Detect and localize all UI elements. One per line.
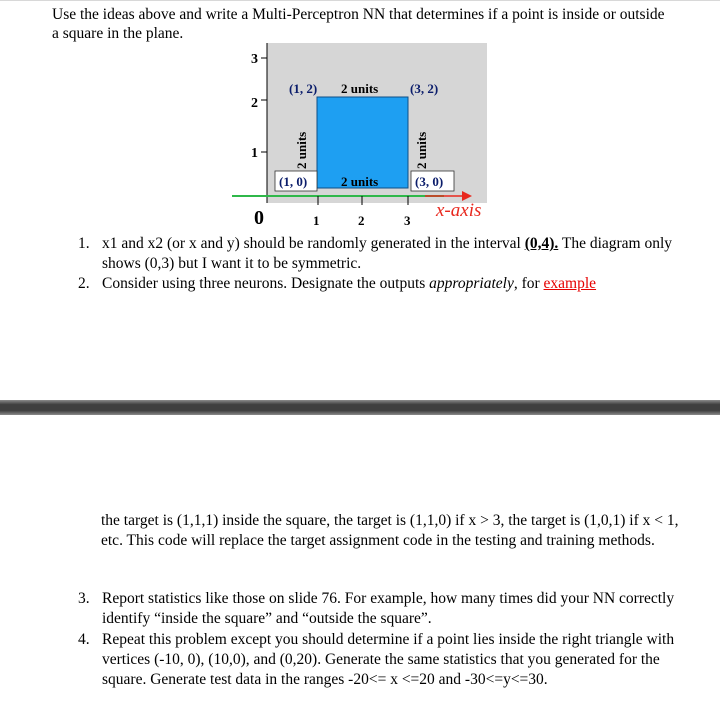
corner-label-bottom-left: (1, 0) [279,174,308,189]
requirements-list [52,234,692,294]
document-page-2 [0,415,720,718]
x-tick-label: 1 [313,213,320,228]
item-text: Report statistics like those on slide 76. For example, how many times did your NN correctly identify “inside the square” and “outside the square”. [102,590,675,627]
list-item [52,274,692,294]
list-number: 3. [78,590,90,607]
item-text: The diagram only shows (0,3) but I want it to be symmetric. [102,235,673,272]
continuation-paragraph: the target is (1,1,1) inside the square, the target is (1,1,0) if x > 3, the target is (1,0,1) if x < 1, etc. This code will replace the target assignment code in the testing and training methods. [101,512,679,549]
list-item [52,234,692,274]
interval-text: (0,4). [524,235,559,252]
item-text: , for [513,275,544,292]
corner-label-top-right: (3, 2) [410,81,439,96]
list-item [52,589,692,629]
side-label-bottom: 2 units [341,174,379,189]
list-item [52,630,692,690]
side-label-right: 2 units [414,131,429,169]
y-tick-label: 1 [251,146,258,161]
item-text: Consider using three neurons. Designate the outputs [102,275,430,292]
item-text: x1 and x2 (or x and y) should be randomly generated in the interval [102,235,525,252]
x-tick-label: 2 [358,213,365,228]
intro-paragraph: Use the ideas above and write a Multi-Perceptron NN that determines if a point is inside or outside a square in the plane. [52,6,665,42]
side-label-top: 2 units [341,81,379,96]
side-label-left: 2 units [294,131,309,169]
corner-label-top-left: (1, 2) [289,81,318,96]
list-number: 1. [78,235,90,252]
y-tick-label: 3 [251,52,258,67]
corner-label-bottom-right: (3, 0) [415,174,444,189]
square-diagram [200,41,500,231]
item-text: Repeat this problem except you should determine if a point lies inside the right triangle with vertices (-10, 0), (10,0), and (0,20). Generate the same statistics that you generated for the square. Generate test data in the ranges -20<= x <=20 and -30<=y<=30. [102,631,675,688]
example-link[interactable]: example [543,275,597,292]
list-number: 2. [78,275,90,292]
page-separator [0,400,720,415]
y-tick-label: 2 [251,96,258,111]
list-number: 4. [78,631,90,648]
emphasis-text: appropriately [429,275,514,292]
statistics-list [52,589,692,691]
origin-label: 0 [254,207,264,229]
x-tick-label: 3 [404,213,411,228]
x-axis-label: x-axis [436,200,482,221]
